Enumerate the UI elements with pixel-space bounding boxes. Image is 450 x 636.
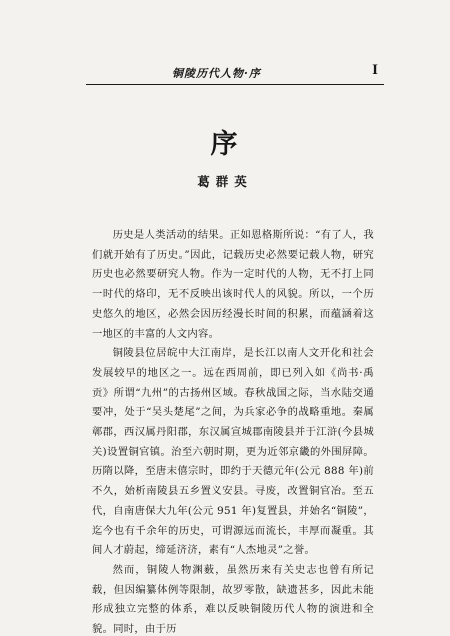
body-text xyxy=(92,226,374,636)
paragraph: 历史是人类活动的结果。正如恩格斯所说：“有了人，我们就开始有了历史。”因此，记载历史必然要记载人物，研究历史也必然要研究人物。作为一定时代的人物，无不打上同一时代的烙印，无不反映出该时代人的风貌。所以，一个历史悠久的地区，必然会因历经漫长时间的积累，而蕴涵着这一地区的丰富的人文内容。 xyxy=(92,229,374,340)
paragraph: 然而，铜陵人物渊薮，虽然历来有关史志也曾有所记载，但因编纂体例等限制，故罗零散，缺遗甚多，因此未能形成独立完整的体系，难以反映铜陵历代人物的演进和全貌。同时，由于历 xyxy=(92,563,374,636)
chapter-title: 序 xyxy=(210,129,240,160)
running-title: 铜陵历代人物·序 xyxy=(172,67,261,80)
page-number: I xyxy=(372,62,378,78)
paragraph: 铜陵县位居皖中大江南岸，是长江以南人文开化和社会发展较早的地区之一。远在西周前，即已列入如《尚书·禹贡》所谓“九州”的古扬州区域。春秋战国之际，当水陆交通要冲，处于“吴头楚尾”之间，为兵家必争的战略重地。秦属鄣郡，西汉属丹阳郡，东汉属宣城郡南陵县并于江浒(今县城关)设置铜官镇。治至六朝时期，更为近邻京畿的外围屏障。历隋以降，至唐末僖宗时，即约于天德元年(公元 888 年)前不久，始析南陵县五乡置义安县。寻废，改置铜官冶。至五代，自南唐保大九年(公元 951 年)复置县，并始名“铜陵”，迄今也有千余年的历史，可谓源远而流长，丰厚而凝重。其间人才蔚起，缔延济济，素有“人杰地灵”之誉。 xyxy=(92,347,374,557)
running-header xyxy=(86,62,384,85)
author-name: 葛群英 xyxy=(197,174,253,189)
